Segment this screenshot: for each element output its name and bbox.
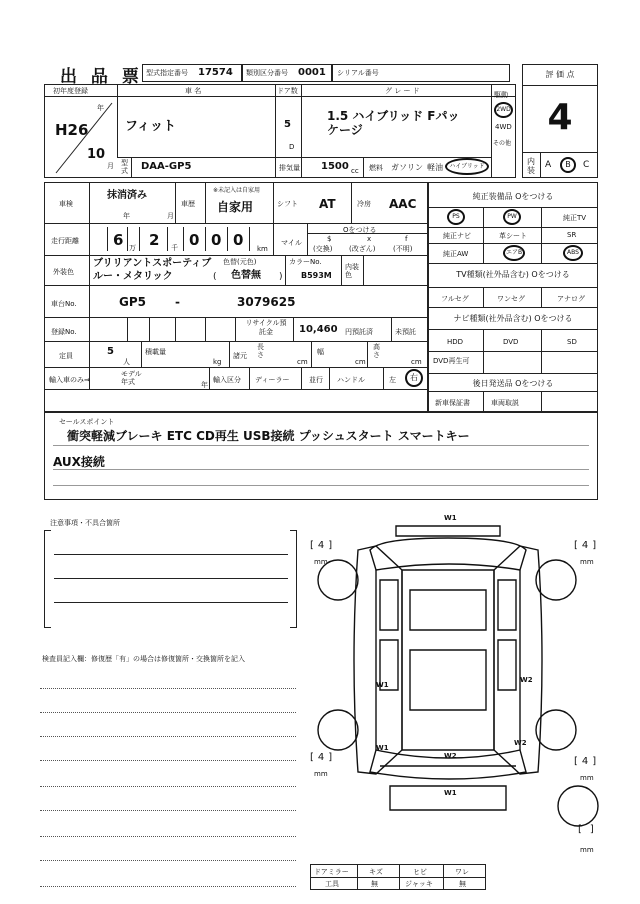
equip-sr: SR (567, 231, 577, 239)
ac-label: 冷房 (357, 200, 371, 208)
model-year-label: モデル年式 (121, 370, 142, 386)
tread-spare-value (582, 824, 590, 835)
selling-points-label: セールスポイント (59, 418, 115, 426)
tread-fr-value: 4 (581, 540, 589, 551)
model-cert-box (142, 64, 242, 82)
history-label: 車歴 (181, 200, 195, 208)
tv-analog: アナログ (557, 295, 585, 303)
doors-value: 5 (284, 119, 291, 130)
diagram-w1-low: W1 (376, 744, 389, 752)
color-paren-close: ) (279, 272, 283, 282)
car-damage-diagram (310, 510, 610, 860)
navi-hdd: HDD (447, 338, 464, 346)
mile-label: マイル (281, 239, 302, 247)
model-cert-label: 型式指定番号 (146, 69, 188, 77)
import-label: 輸入車のみ⇒ (49, 376, 90, 384)
legend-r2-c1: 工具 (325, 880, 339, 888)
equip-tv: 純正TV (563, 214, 587, 222)
diagram-w2-right: W2 (520, 676, 533, 684)
later-manual: 車両取説 (491, 399, 519, 407)
tread-rl-value: 4 (317, 752, 325, 763)
length-label: 長さ (257, 343, 264, 359)
displacement-unit: cc (351, 167, 359, 175)
diagram-w2-low: W2 (514, 739, 527, 747)
interior-c: C (583, 160, 590, 170)
capacity-label: 定員 (59, 352, 73, 360)
tire-front-right (536, 560, 576, 600)
navi-sd: SD (567, 338, 577, 346)
serial-box (332, 64, 510, 82)
mileage-unit-sen: 千 (171, 244, 178, 252)
color-change-label: 色替(元色) (223, 258, 257, 266)
grade-value: 1.5 ハイブリッド Fパッケージ (327, 109, 460, 137)
reg-no-label: 登録No. (51, 328, 77, 336)
doors-suffix: D (289, 143, 295, 151)
tread-fl-mm: mm (314, 558, 328, 566)
import-dealer: ディーラー (255, 376, 290, 384)
legend-r2-c4: 無 (459, 880, 466, 888)
legend-table (310, 864, 486, 890)
class-label: 類別区分番号 (246, 69, 288, 77)
class-no: 0001 (298, 67, 326, 78)
doors-label: ドア数 (277, 87, 298, 95)
meter-unknown-mark: f (405, 235, 408, 243)
inspection-value: 抹消済み (107, 190, 147, 201)
diagram-w2-bottom: W2 (444, 752, 457, 760)
legend-r1-c4: ワレ (455, 868, 469, 876)
mileage-digit-4: 0 (211, 231, 222, 249)
meter-exchange: (交換) (313, 245, 333, 253)
page-title: 出 品 票 (60, 67, 143, 87)
history-value: 自家用 (217, 200, 254, 214)
load-label: 積載量 (145, 348, 166, 356)
caution-bracket-left (44, 530, 51, 628)
equip-aw: 純正AW (443, 250, 469, 258)
capacity-unit: 人 (123, 358, 130, 366)
navi-dvd-play: DVD再生可 (433, 357, 470, 365)
equipment-table (428, 182, 598, 412)
length-cm: cm (297, 358, 308, 366)
color-no: B593M (301, 271, 332, 280)
tread-spare: [ ] (578, 824, 594, 835)
height-cm: cm (411, 358, 422, 366)
fuel-label: 燃料 (369, 164, 383, 172)
tread-rr-mm: mm (580, 774, 594, 782)
drive-label: 駆動 (494, 91, 508, 99)
import-parallel: 並行 (309, 376, 323, 384)
meter-unknown: (不明) (393, 245, 413, 253)
chassis-no: 3079625 (237, 295, 296, 309)
grade-eval-box (522, 64, 598, 178)
model-year-unit: 年 (201, 381, 208, 389)
grade-eval-value: 4 (547, 97, 573, 138)
drive-2wd-circled: 2WD (494, 102, 513, 118)
tire-rear-right (536, 710, 576, 750)
chassis-prefix: GP5 (119, 295, 146, 309)
mileage-label: 走行距離 (51, 237, 79, 245)
recycle-value: 10,460 (299, 324, 338, 335)
tire-rear-left (318, 710, 358, 750)
car-name-label: 車 名 (185, 87, 202, 95)
handle-label: ハンドル (337, 376, 365, 384)
meter-tamper: (改ざん) (349, 245, 376, 253)
interior-color-label: 内装色 (345, 263, 359, 279)
model-type-label: 型式 (121, 159, 128, 175)
color-no-label: カラーNo. (289, 258, 322, 266)
color-label: 外装色 (53, 268, 74, 276)
later-title: 後日発送品 Oをつける (472, 379, 554, 388)
first-reg-year: H26 (55, 121, 89, 139)
legend-r1-c3: ヒビ (413, 868, 427, 876)
inspector-label: 検査員記入欄：修復歴「有」の場合は修復箇所・交換箇所を記入 (42, 655, 245, 663)
tire-front-left (318, 560, 358, 600)
handle-left: 左 (389, 376, 396, 384)
width-label: 幅 (317, 348, 324, 356)
first-reg-month: 10 (87, 147, 106, 162)
interior-label: 内装 (527, 157, 535, 175)
legend-r2-c3: ジャッキ (405, 880, 433, 888)
recycle-label: リサイクル預託金 (245, 319, 287, 336)
history-note: ※未記入は自家用 (213, 187, 261, 194)
tread-rl-mm: mm (314, 770, 328, 778)
vehicle-detail-table (44, 182, 428, 412)
height-label: 高さ (373, 343, 380, 359)
first-reg-label: 初年度登録 (53, 87, 88, 95)
equip-leather: 革シート (499, 232, 527, 240)
mileage-digit-1: 6 (113, 231, 124, 249)
shift-value: AT (319, 197, 336, 211)
month-unit: 月 (107, 162, 114, 170)
fuel-hybrid-circled: ハイブリッド (445, 158, 489, 175)
tread-rear-right: [ 4 ] (574, 756, 597, 767)
capacity-value: 5 (107, 346, 114, 357)
tread-fl-value: 4 (317, 540, 325, 551)
equip-navi: 純正ナビ (443, 232, 471, 240)
model-cert-no: 17574 (198, 67, 233, 78)
drive-4wd: 4WD (495, 123, 512, 131)
vehicle-basic-table (44, 84, 516, 178)
interior-b-circled: B (560, 157, 576, 173)
inspection-label: 車検 (59, 200, 73, 208)
car-name: フィット (125, 119, 176, 134)
selling-points-line1: 衝突軽減ブレーキ ETC CD再生 USB接続 プッシュスタート スマートキー (67, 429, 470, 443)
displacement-label: 排気量 (279, 164, 300, 172)
color-value: ブリリアントスポーティブルー・メタリック (93, 258, 212, 282)
tv-oneseg: ワンセグ (497, 295, 525, 303)
serial-label: シリアル番号 (337, 69, 379, 77)
tread-rear-left: [ 4 ] (310, 752, 333, 763)
meter-circle-note: Oをつける (343, 226, 377, 234)
legend-r1-c1: ドアミラー (314, 868, 349, 876)
tv-type-title: TV種類(社外品含む) Oをつける (456, 270, 570, 279)
inspection-month-unit: 月 (167, 212, 174, 220)
color-change-value: 色替無 (231, 270, 261, 281)
navi-dvd: DVD (503, 338, 519, 346)
mileage-digit-2: 2 (149, 231, 160, 249)
selling-points-box (44, 412, 598, 500)
grade-eval-label: 評 価 点 (523, 65, 597, 86)
interior-a: A (545, 160, 552, 170)
later-warranty: 新車保証書 (435, 399, 470, 407)
meter-exchange-mark: $ (327, 235, 332, 243)
width-cm: cm (355, 358, 366, 366)
legend-r1-c2: キズ (369, 868, 383, 876)
mileage-unit-man: 万 (129, 244, 136, 252)
shift-label: シフト (277, 200, 298, 208)
equip-pw-circled: PW (503, 209, 521, 225)
ac-value: AAC (389, 197, 417, 211)
mileage-digit-3: 0 (189, 231, 200, 249)
tread-rr-value: 4 (581, 756, 589, 767)
caution-bracket-right (290, 530, 297, 628)
diagram-w1-top: W1 (444, 514, 457, 522)
color-paren-open: ( (213, 272, 217, 282)
selling-points-line2: AUX接続 (53, 455, 105, 469)
recycle-paid: 円預託済 (345, 328, 373, 336)
meter-tamper-mark: x (367, 235, 372, 243)
equip-airbag-circled: エアB (503, 245, 525, 261)
chassis-dash: - (175, 295, 180, 309)
legend-r2-c2: 無 (371, 880, 378, 888)
equip-abs-circled: ABS (563, 245, 583, 261)
import-class-label: 輸入区分 (213, 376, 241, 384)
equip-ps-circled: PS (447, 209, 465, 225)
class-box (242, 64, 332, 82)
recycle-unpaid: 未預託 (395, 328, 416, 336)
grade-label: グ レ ー ド (385, 87, 420, 95)
handle-right-circled: 右 (405, 369, 423, 387)
year-unit: 年 (97, 104, 104, 112)
diagram-w1-left: W1 (376, 681, 389, 689)
fuel-gasoline: ガソリン (391, 163, 423, 172)
tread-front-right: [ 4 ] (574, 540, 597, 551)
mileage-km: km (257, 245, 268, 253)
mileage-digit-5: 0 (233, 231, 244, 249)
tv-fullseg: フルセグ (441, 295, 469, 303)
displacement-value: 1500 (321, 161, 349, 172)
tread-spare-mm: mm (580, 846, 594, 854)
navi-type-title: ナビ種類(社外品含む) Oをつける (453, 314, 573, 323)
model-type: DAA-GP5 (141, 161, 192, 172)
diagram-w1-bottom: W1 (444, 789, 457, 797)
drive-other: その他 (493, 140, 512, 147)
caution-label: 注意事項・不具合箇所 (50, 519, 120, 527)
tread-front-left: [ 4 ] (310, 540, 333, 551)
fuel-diesel: 軽油 (427, 163, 443, 172)
tread-fr-mm: mm (580, 558, 594, 566)
inspection-year-unit: 年 (123, 212, 130, 220)
chassis-label: 車台No. (51, 300, 77, 308)
dims-label: 諸元 (233, 352, 247, 360)
load-unit: kg (213, 358, 222, 366)
tire-spare (558, 786, 598, 826)
equipment-title: 純正装備品 Oをつける (472, 192, 554, 201)
